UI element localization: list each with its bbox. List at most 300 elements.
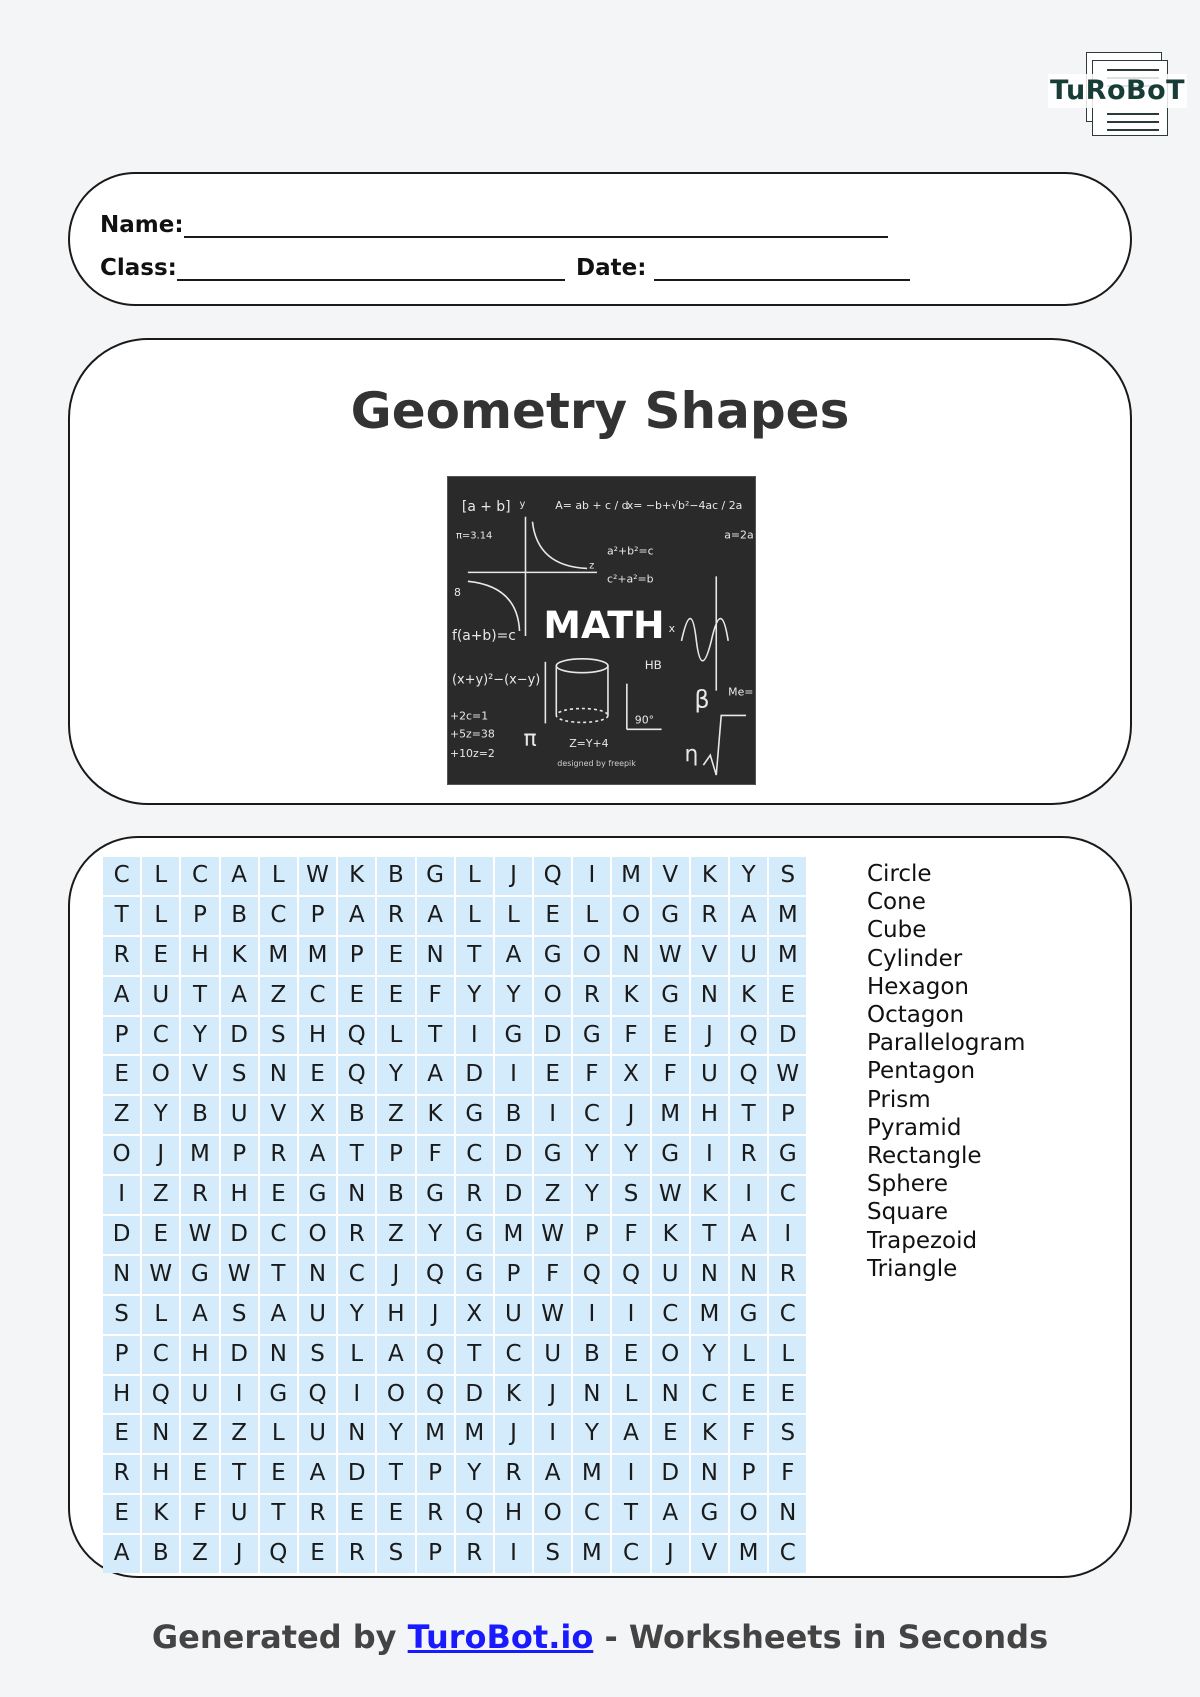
grid-cell[interactable]: I bbox=[456, 1017, 493, 1055]
grid-cell[interactable]: J bbox=[417, 1296, 454, 1334]
grid-cell[interactable]: K bbox=[691, 1176, 728, 1214]
grid-cell[interactable]: E bbox=[377, 977, 414, 1015]
grid-cell[interactable]: E bbox=[338, 1495, 375, 1533]
grid-cell[interactable]: Z bbox=[181, 1535, 218, 1573]
grid-cell[interactable]: C bbox=[573, 1495, 610, 1533]
grid-cell[interactable]: M bbox=[299, 937, 336, 975]
grid-cell[interactable]: U bbox=[221, 1096, 258, 1134]
grid-cell[interactable]: I bbox=[573, 857, 610, 895]
grid-cell[interactable]: R bbox=[456, 1176, 493, 1214]
grid-cell[interactable]: B bbox=[221, 897, 258, 935]
grid-cell[interactable]: Z bbox=[534, 1176, 571, 1214]
grid-cell[interactable]: A bbox=[299, 1136, 336, 1174]
grid-cell[interactable]: A bbox=[652, 1495, 689, 1533]
grid-cell[interactable]: F bbox=[573, 1056, 610, 1094]
grid-cell[interactable]: Q bbox=[260, 1535, 297, 1573]
grid-cell[interactable]: O bbox=[299, 1216, 336, 1254]
grid-cell[interactable]: V bbox=[260, 1096, 297, 1134]
grid-cell[interactable]: D bbox=[338, 1455, 375, 1493]
grid-cell[interactable]: O bbox=[612, 897, 649, 935]
grid-cell[interactable]: P bbox=[103, 1336, 140, 1374]
grid-cell[interactable]: T bbox=[221, 1455, 258, 1493]
grid-cell[interactable]: B bbox=[142, 1535, 179, 1573]
grid-cell[interactable]: L bbox=[456, 897, 493, 935]
grid-cell[interactable]: Z bbox=[103, 1096, 140, 1134]
grid-cell[interactable]: K bbox=[417, 1096, 454, 1134]
turobot-link[interactable]: TuroBot.io bbox=[407, 1618, 594, 1656]
grid-cell[interactable]: E bbox=[652, 1415, 689, 1453]
grid-cell[interactable]: E bbox=[299, 1535, 336, 1573]
grid-cell[interactable]: R bbox=[338, 1216, 375, 1254]
grid-cell[interactable]: N bbox=[691, 1256, 728, 1294]
grid-cell[interactable]: U bbox=[181, 1376, 218, 1414]
grid-cell[interactable]: E bbox=[181, 1455, 218, 1493]
grid-cell[interactable]: W bbox=[142, 1256, 179, 1294]
grid-cell[interactable]: C bbox=[456, 1136, 493, 1174]
grid-cell[interactable]: M bbox=[573, 1535, 610, 1573]
grid-cell[interactable]: U bbox=[299, 1415, 336, 1453]
grid-cell[interactable]: O bbox=[652, 1336, 689, 1374]
grid-cell[interactable]: O bbox=[534, 1495, 571, 1533]
grid-cell[interactable]: G bbox=[534, 1136, 571, 1174]
grid-cell[interactable]: W bbox=[652, 1176, 689, 1214]
grid-cell[interactable]: N bbox=[691, 1455, 728, 1493]
grid-cell[interactable]: M bbox=[260, 937, 297, 975]
grid-cell[interactable]: Q bbox=[299, 1376, 336, 1414]
grid-cell[interactable]: W bbox=[652, 937, 689, 975]
grid-cell[interactable]: N bbox=[338, 1415, 375, 1453]
grid-cell[interactable]: T bbox=[456, 937, 493, 975]
grid-cell[interactable]: Y bbox=[181, 1017, 218, 1055]
grid-cell[interactable]: L bbox=[612, 1376, 649, 1414]
grid-cell[interactable]: K bbox=[730, 977, 767, 1015]
name-input-line[interactable] bbox=[184, 216, 888, 238]
grid-cell[interactable]: Y bbox=[730, 857, 767, 895]
grid-cell[interactable]: C bbox=[691, 1376, 728, 1414]
grid-cell[interactable]: N bbox=[103, 1256, 140, 1294]
grid-cell[interactable]: O bbox=[103, 1136, 140, 1174]
grid-cell[interactable]: R bbox=[573, 977, 610, 1015]
grid-cell[interactable]: N bbox=[338, 1176, 375, 1214]
grid-cell[interactable]: G bbox=[495, 1017, 532, 1055]
grid-cell[interactable]: M bbox=[769, 897, 806, 935]
grid-cell[interactable]: H bbox=[299, 1017, 336, 1055]
grid-cell[interactable]: C bbox=[495, 1336, 532, 1374]
grid-cell[interactable]: C bbox=[103, 857, 140, 895]
grid-cell[interactable]: P bbox=[769, 1096, 806, 1134]
grid-cell[interactable]: P bbox=[103, 1017, 140, 1055]
grid-cell[interactable]: J bbox=[534, 1376, 571, 1414]
grid-cell[interactable]: H bbox=[495, 1495, 532, 1533]
grid-cell[interactable]: W bbox=[769, 1056, 806, 1094]
grid-cell[interactable]: O bbox=[534, 977, 571, 1015]
grid-cell[interactable]: T bbox=[338, 1136, 375, 1174]
grid-cell[interactable]: N bbox=[299, 1256, 336, 1294]
grid-cell[interactable]: G bbox=[769, 1136, 806, 1174]
grid-cell[interactable]: C bbox=[769, 1296, 806, 1334]
grid-cell[interactable]: I bbox=[534, 1096, 571, 1134]
grid-cell[interactable]: C bbox=[652, 1296, 689, 1334]
grid-cell[interactable]: T bbox=[377, 1455, 414, 1493]
grid-cell[interactable]: O bbox=[730, 1495, 767, 1533]
grid-cell[interactable]: Q bbox=[730, 1017, 767, 1055]
grid-cell[interactable]: N bbox=[612, 937, 649, 975]
grid-cell[interactable]: J bbox=[221, 1535, 258, 1573]
grid-cell[interactable]: P bbox=[417, 1455, 454, 1493]
grid-cell[interactable]: R bbox=[769, 1256, 806, 1294]
grid-cell[interactable]: S bbox=[103, 1296, 140, 1334]
grid-cell[interactable]: Q bbox=[142, 1376, 179, 1414]
grid-cell[interactable]: H bbox=[103, 1376, 140, 1414]
grid-cell[interactable]: A bbox=[260, 1296, 297, 1334]
grid-cell[interactable]: N bbox=[730, 1256, 767, 1294]
grid-cell[interactable]: S bbox=[377, 1535, 414, 1573]
grid-cell[interactable]: E bbox=[652, 1017, 689, 1055]
grid-cell[interactable]: G bbox=[299, 1176, 336, 1214]
grid-cell[interactable]: L bbox=[260, 1415, 297, 1453]
grid-cell[interactable]: Y bbox=[691, 1336, 728, 1374]
grid-cell[interactable]: H bbox=[377, 1296, 414, 1334]
grid-cell[interactable]: A bbox=[612, 1415, 649, 1453]
grid-cell[interactable]: P bbox=[495, 1256, 532, 1294]
grid-cell[interactable]: G bbox=[652, 897, 689, 935]
grid-cell[interactable]: O bbox=[573, 937, 610, 975]
grid-cell[interactable]: P bbox=[221, 1136, 258, 1174]
grid-cell[interactable]: U bbox=[299, 1296, 336, 1334]
grid-cell[interactable]: K bbox=[495, 1376, 532, 1414]
grid-cell[interactable]: A bbox=[299, 1455, 336, 1493]
grid-cell[interactable]: R bbox=[181, 1176, 218, 1214]
grid-cell[interactable]: F bbox=[612, 1216, 649, 1254]
grid-cell[interactable]: C bbox=[260, 897, 297, 935]
grid-cell[interactable]: H bbox=[691, 1096, 728, 1134]
grid-cell[interactable]: R bbox=[730, 1136, 767, 1174]
grid-cell[interactable]: V bbox=[691, 937, 728, 975]
grid-cell[interactable]: F bbox=[769, 1455, 806, 1493]
grid-cell[interactable]: J bbox=[495, 857, 532, 895]
grid-cell[interactable]: T bbox=[103, 897, 140, 935]
grid-cell[interactable]: U bbox=[730, 937, 767, 975]
grid-cell[interactable]: J bbox=[612, 1096, 649, 1134]
grid-cell[interactable]: Y bbox=[495, 977, 532, 1015]
grid-cell[interactable]: Y bbox=[612, 1136, 649, 1174]
grid-cell[interactable]: G bbox=[456, 1256, 493, 1294]
grid-cell[interactable]: N bbox=[142, 1415, 179, 1453]
grid-cell[interactable]: X bbox=[299, 1096, 336, 1134]
grid-cell[interactable]: U bbox=[652, 1256, 689, 1294]
grid-cell[interactable]: I bbox=[495, 1535, 532, 1573]
grid-cell[interactable]: M bbox=[652, 1096, 689, 1134]
grid-cell[interactable]: G bbox=[456, 1216, 493, 1254]
grid-cell[interactable]: Z bbox=[221, 1415, 258, 1453]
grid-cell[interactable]: G bbox=[417, 1176, 454, 1214]
grid-cell[interactable]: M bbox=[417, 1415, 454, 1453]
grid-cell[interactable]: U bbox=[691, 1056, 728, 1094]
grid-cell[interactable]: E bbox=[103, 1415, 140, 1453]
grid-cell[interactable]: E bbox=[534, 1056, 571, 1094]
grid-cell[interactable]: Z bbox=[260, 977, 297, 1015]
grid-cell[interactable]: D bbox=[221, 1017, 258, 1055]
grid-cell[interactable]: K bbox=[691, 1415, 728, 1453]
grid-cell[interactable]: C bbox=[260, 1216, 297, 1254]
grid-cell[interactable]: W bbox=[534, 1296, 571, 1334]
grid-cell[interactable]: F bbox=[612, 1017, 649, 1055]
grid-cell[interactable]: M bbox=[730, 1535, 767, 1573]
grid-cell[interactable]: Q bbox=[534, 857, 571, 895]
grid-cell[interactable]: Q bbox=[338, 1056, 375, 1094]
grid-cell[interactable]: N bbox=[260, 1336, 297, 1374]
grid-cell[interactable]: N bbox=[573, 1376, 610, 1414]
grid-cell[interactable]: L bbox=[769, 1336, 806, 1374]
grid-cell[interactable]: L bbox=[142, 897, 179, 935]
grid-cell[interactable]: D bbox=[456, 1376, 493, 1414]
grid-cell[interactable]: E bbox=[769, 1376, 806, 1414]
grid-cell[interactable]: F bbox=[652, 1056, 689, 1094]
grid-cell[interactable]: N bbox=[691, 977, 728, 1015]
grid-cell[interactable]: C bbox=[769, 1535, 806, 1573]
grid-cell[interactable]: Q bbox=[417, 1376, 454, 1414]
grid-cell[interactable]: C bbox=[142, 1017, 179, 1055]
grid-cell[interactable]: E bbox=[730, 1376, 767, 1414]
grid-cell[interactable]: V bbox=[691, 1535, 728, 1573]
grid-cell[interactable]: S bbox=[534, 1535, 571, 1573]
grid-cell[interactable]: G bbox=[260, 1376, 297, 1414]
grid-cell[interactable]: T bbox=[260, 1495, 297, 1533]
grid-cell[interactable]: W bbox=[181, 1216, 218, 1254]
grid-cell[interactable]: E bbox=[299, 1056, 336, 1094]
grid-cell[interactable]: W bbox=[299, 857, 336, 895]
grid-cell[interactable]: N bbox=[260, 1056, 297, 1094]
grid-cell[interactable]: T bbox=[730, 1096, 767, 1134]
grid-cell[interactable]: I bbox=[612, 1296, 649, 1334]
grid-cell[interactable]: T bbox=[456, 1336, 493, 1374]
grid-cell[interactable]: Y bbox=[142, 1096, 179, 1134]
grid-cell[interactable]: C bbox=[299, 977, 336, 1015]
grid-cell[interactable]: E bbox=[103, 1056, 140, 1094]
grid-cell[interactable]: H bbox=[142, 1455, 179, 1493]
grid-cell[interactable]: I bbox=[769, 1216, 806, 1254]
grid-cell[interactable]: C bbox=[338, 1256, 375, 1294]
grid-cell[interactable]: Q bbox=[338, 1017, 375, 1055]
grid-cell[interactable]: C bbox=[573, 1096, 610, 1134]
grid-cell[interactable]: A bbox=[417, 897, 454, 935]
grid-cell[interactable]: F bbox=[730, 1415, 767, 1453]
grid-cell[interactable]: E bbox=[142, 937, 179, 975]
grid-cell[interactable]: Z bbox=[377, 1216, 414, 1254]
grid-cell[interactable]: K bbox=[338, 857, 375, 895]
grid-cell[interactable]: I bbox=[573, 1296, 610, 1334]
grid-cell[interactable]: Q bbox=[456, 1495, 493, 1533]
grid-cell[interactable]: G bbox=[534, 937, 571, 975]
grid-cell[interactable]: Y bbox=[338, 1296, 375, 1334]
grid-cell[interactable]: F bbox=[181, 1495, 218, 1533]
grid-cell[interactable]: I bbox=[534, 1415, 571, 1453]
grid-cell[interactable]: L bbox=[456, 857, 493, 895]
grid-cell[interactable]: E bbox=[612, 1336, 649, 1374]
grid-cell[interactable]: U bbox=[534, 1336, 571, 1374]
grid-cell[interactable]: Y bbox=[573, 1136, 610, 1174]
grid-cell[interactable]: T bbox=[181, 977, 218, 1015]
grid-cell[interactable]: N bbox=[769, 1495, 806, 1533]
grid-cell[interactable]: Y bbox=[573, 1176, 610, 1214]
grid-cell[interactable]: U bbox=[495, 1296, 532, 1334]
grid-cell[interactable]: B bbox=[377, 1176, 414, 1214]
grid-cell[interactable]: I bbox=[103, 1176, 140, 1214]
grid-cell[interactable]: F bbox=[417, 1136, 454, 1174]
grid-cell[interactable]: Q bbox=[417, 1256, 454, 1294]
grid-cell[interactable]: J bbox=[691, 1017, 728, 1055]
grid-cell[interactable]: T bbox=[691, 1216, 728, 1254]
date-input-line[interactable] bbox=[654, 259, 910, 281]
grid-cell[interactable]: K bbox=[652, 1216, 689, 1254]
grid-cell[interactable]: M bbox=[495, 1216, 532, 1254]
grid-cell[interactable]: J bbox=[495, 1415, 532, 1453]
grid-cell[interactable]: E bbox=[142, 1216, 179, 1254]
grid-cell[interactable]: L bbox=[338, 1336, 375, 1374]
grid-cell[interactable]: E bbox=[534, 897, 571, 935]
grid-cell[interactable]: R bbox=[417, 1495, 454, 1533]
grid-cell[interactable]: Q bbox=[573, 1256, 610, 1294]
grid-cell[interactable]: P bbox=[377, 1136, 414, 1174]
grid-cell[interactable]: E bbox=[103, 1495, 140, 1533]
grid-cell[interactable]: G bbox=[573, 1017, 610, 1055]
grid-cell[interactable]: R bbox=[260, 1136, 297, 1174]
grid-cell[interactable]: L bbox=[377, 1017, 414, 1055]
grid-cell[interactable]: S bbox=[612, 1176, 649, 1214]
grid-cell[interactable]: P bbox=[338, 937, 375, 975]
grid-cell[interactable]: K bbox=[691, 857, 728, 895]
grid-cell[interactable]: G bbox=[652, 977, 689, 1015]
grid-cell[interactable]: E bbox=[769, 977, 806, 1015]
grid-cell[interactable]: M bbox=[456, 1415, 493, 1453]
grid-cell[interactable]: G bbox=[652, 1136, 689, 1174]
grid-cell[interactable]: S bbox=[299, 1336, 336, 1374]
grid-cell[interactable]: F bbox=[417, 977, 454, 1015]
grid-cell[interactable]: I bbox=[612, 1455, 649, 1493]
grid-cell[interactable]: D bbox=[495, 1136, 532, 1174]
grid-cell[interactable]: Z bbox=[181, 1415, 218, 1453]
grid-cell[interactable]: P bbox=[417, 1535, 454, 1573]
grid-cell[interactable]: R bbox=[103, 937, 140, 975]
grid-cell[interactable]: V bbox=[652, 857, 689, 895]
grid-cell[interactable]: E bbox=[377, 937, 414, 975]
grid-cell[interactable]: C bbox=[769, 1176, 806, 1214]
grid-cell[interactable]: L bbox=[142, 857, 179, 895]
grid-cell[interactable]: B bbox=[338, 1096, 375, 1134]
grid-cell[interactable]: P bbox=[573, 1216, 610, 1254]
grid-cell[interactable]: S bbox=[769, 1415, 806, 1453]
grid-cell[interactable]: R bbox=[495, 1455, 532, 1493]
grid-cell[interactable]: H bbox=[181, 1336, 218, 1374]
grid-cell[interactable]: X bbox=[456, 1296, 493, 1334]
grid-cell[interactable]: C bbox=[612, 1535, 649, 1573]
grid-cell[interactable]: L bbox=[730, 1336, 767, 1374]
grid-cell[interactable]: E bbox=[260, 1455, 297, 1493]
grid-cell[interactable]: D bbox=[495, 1176, 532, 1214]
grid-cell[interactable]: O bbox=[142, 1056, 179, 1094]
grid-cell[interactable]: M bbox=[573, 1455, 610, 1493]
grid-cell[interactable]: A bbox=[730, 1216, 767, 1254]
grid-cell[interactable]: G bbox=[691, 1495, 728, 1533]
grid-cell[interactable]: N bbox=[417, 937, 454, 975]
grid-cell[interactable]: D bbox=[534, 1017, 571, 1055]
grid-cell[interactable]: B bbox=[377, 857, 414, 895]
grid-cell[interactable]: D bbox=[221, 1216, 258, 1254]
grid-cell[interactable]: I bbox=[691, 1136, 728, 1174]
class-input-line[interactable] bbox=[177, 259, 565, 281]
grid-cell[interactable]: R bbox=[691, 897, 728, 935]
grid-cell[interactable]: Z bbox=[142, 1176, 179, 1214]
grid-cell[interactable]: N bbox=[652, 1376, 689, 1414]
grid-cell[interactable]: W bbox=[534, 1216, 571, 1254]
grid-cell[interactable]: L bbox=[573, 897, 610, 935]
grid-cell[interactable]: L bbox=[260, 857, 297, 895]
grid-cell[interactable]: J bbox=[377, 1256, 414, 1294]
grid-cell[interactable]: I bbox=[730, 1176, 767, 1214]
grid-cell[interactable]: M bbox=[691, 1296, 728, 1334]
grid-cell[interactable]: D bbox=[456, 1056, 493, 1094]
grid-cell[interactable]: S bbox=[221, 1056, 258, 1094]
grid-cell[interactable]: I bbox=[495, 1056, 532, 1094]
grid-cell[interactable]: D bbox=[221, 1336, 258, 1374]
grid-cell[interactable]: G bbox=[181, 1256, 218, 1294]
grid-cell[interactable]: Y bbox=[417, 1216, 454, 1254]
grid-cell[interactable]: A bbox=[221, 857, 258, 895]
grid-cell[interactable]: Q bbox=[417, 1336, 454, 1374]
grid-cell[interactable]: M bbox=[769, 937, 806, 975]
grid-cell[interactable]: Q bbox=[612, 1256, 649, 1294]
grid-cell[interactable]: B bbox=[181, 1096, 218, 1134]
grid-cell[interactable]: Y bbox=[456, 977, 493, 1015]
grid-cell[interactable]: I bbox=[338, 1376, 375, 1414]
grid-cell[interactable]: A bbox=[495, 937, 532, 975]
grid-cell[interactable]: A bbox=[181, 1296, 218, 1334]
grid-cell[interactable]: G bbox=[730, 1296, 767, 1334]
grid-cell[interactable]: U bbox=[221, 1495, 258, 1533]
grid-cell[interactable]: D bbox=[769, 1017, 806, 1055]
grid-cell[interactable]: K bbox=[221, 937, 258, 975]
grid-cell[interactable]: A bbox=[377, 1336, 414, 1374]
grid-cell[interactable]: R bbox=[338, 1535, 375, 1573]
grid-cell[interactable]: R bbox=[103, 1455, 140, 1493]
grid-cell[interactable]: A bbox=[338, 897, 375, 935]
grid-cell[interactable]: F bbox=[534, 1256, 571, 1294]
grid-cell[interactable]: D bbox=[652, 1455, 689, 1493]
grid-cell[interactable]: Z bbox=[377, 1096, 414, 1134]
grid-cell[interactable]: R bbox=[299, 1495, 336, 1533]
grid-cell[interactable]: Y bbox=[456, 1455, 493, 1493]
grid-cell[interactable]: B bbox=[495, 1096, 532, 1134]
grid-cell[interactable]: E bbox=[338, 977, 375, 1015]
grid-cell[interactable]: T bbox=[260, 1256, 297, 1294]
grid-cell[interactable]: B bbox=[573, 1336, 610, 1374]
grid-cell[interactable]: Y bbox=[573, 1415, 610, 1453]
grid-cell[interactable]: Q bbox=[730, 1056, 767, 1094]
grid-cell[interactable]: C bbox=[142, 1336, 179, 1374]
grid-cell[interactable]: O bbox=[377, 1376, 414, 1414]
grid-cell[interactable]: M bbox=[181, 1136, 218, 1174]
grid-cell[interactable]: A bbox=[221, 977, 258, 1015]
grid-cell[interactable]: P bbox=[299, 897, 336, 935]
grid-cell[interactable]: A bbox=[103, 977, 140, 1015]
grid-cell[interactable]: W bbox=[221, 1256, 258, 1294]
grid-cell[interactable]: K bbox=[612, 977, 649, 1015]
grid-cell[interactable]: M bbox=[612, 857, 649, 895]
grid-cell[interactable]: P bbox=[181, 897, 218, 935]
grid-cell[interactable]: J bbox=[142, 1136, 179, 1174]
grid-cell[interactable]: L bbox=[142, 1296, 179, 1334]
grid-cell[interactable]: L bbox=[495, 897, 532, 935]
